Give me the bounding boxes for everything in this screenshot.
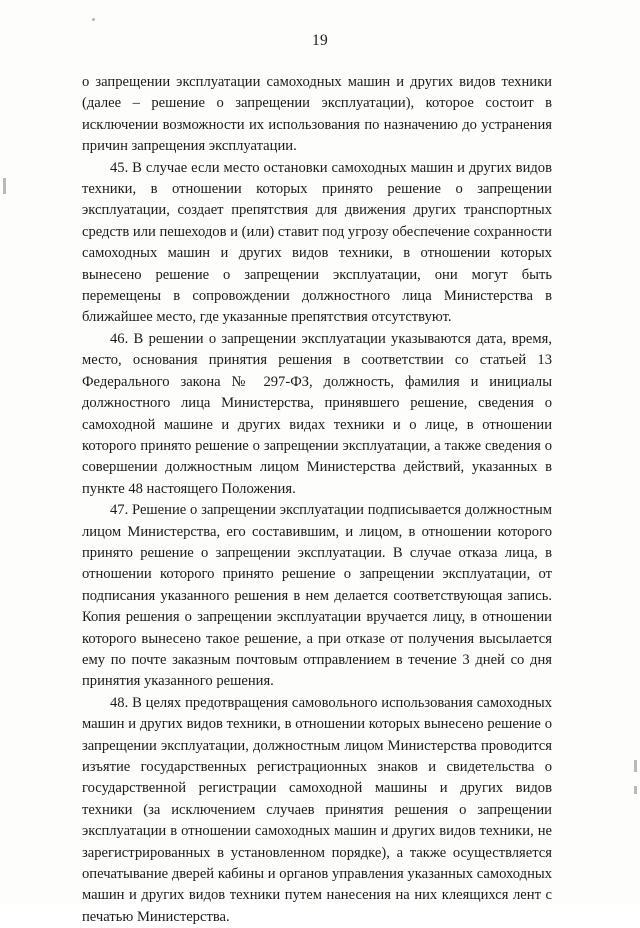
paragraph-continuation: о запрещении эксплуатации самоходных машин и других видов техники (далее – решение о запрещении эксплуатации), которое состоит в исключении возможности их использования по назначению до устранения причин запрещения эксплуатации. xyxy=(82,74,552,155)
paragraph-46: 46. В решении о запрещении эксплуатации указываются дата, время, место, основания принятия решения в соответствии со статьей 13 Федерального закона № 297-ФЗ, должность, фамилия и инициалы должностного лица Министерства, принявшего решение, сведения о самоходной машине и других видах техники и о лице, в отношении которого принято решение о запрещении эксплуатации, а также сведения о совершении должностным лицом Министерства действий, указанных в пункте 48 настоящего Положения. xyxy=(82,330,552,497)
scan-artifact xyxy=(634,786,637,794)
document-body xyxy=(82,72,552,928)
paragraph-45: 45. В случае если место остановки самоходных машин и других видов техники, в отношении которых принято решение о запрещении эксплуатации, создает препятствия для движения других транспортных средств или пешеходов и (или) ставит под угрозу обеспечение сохранности самоходных машин и других видов техники, в отношении которых вынесено решение о запрещении эксплуатации, они могут быть перемещены в сопровождении должностного лица Министерства в ближайшее место, где указанные препятствия отсутствуют. xyxy=(82,159,552,326)
page-number: 19 xyxy=(312,32,328,49)
scan-artifact xyxy=(3,178,6,194)
scan-artifact xyxy=(634,760,637,772)
scan-artifact xyxy=(92,18,95,21)
paragraph-47: 47. Решение о запрещении эксплуатации подписывается должностным лицом Министерства, его составившим, и лицом, в отношении которого принято решение о запрещении эксплуатации. В случае отказа лица, в отношении которого принято решение о запрещении эксплуатации, от подписания указанного решения в нем делается соответствующая запись. Копия решения о запрещении эксплуатации вручается лицу, в отношении которого вынесено такое решение, а при отказе от получения высылается ему по почте заказным почтовым отправлением в течение 3 дней со дня принятия указанного решения. xyxy=(82,502,552,690)
paragraph-48: 48. В целях предотвращения самовольного использования самоходных машин и других видов техники, в отношении которых вынесено решение о запрещении эксплуатации, должностным лицом Министерства проводится изъятие государственных регистрационных знаков и свидетельства о государственной регистрации самоходной машины и других видов техники (за исключением случаев принятия решения о запрещении эксплуатации в отношении самоходных машин и других видов техники, не зарегистрированных в установленном порядке), а также осуществляется опечатывание дверей кабины и органов управления указанных самоходных машин и других видов техники путем нанесения на них клеящихся лент с печатью Министерства. xyxy=(82,694,552,925)
